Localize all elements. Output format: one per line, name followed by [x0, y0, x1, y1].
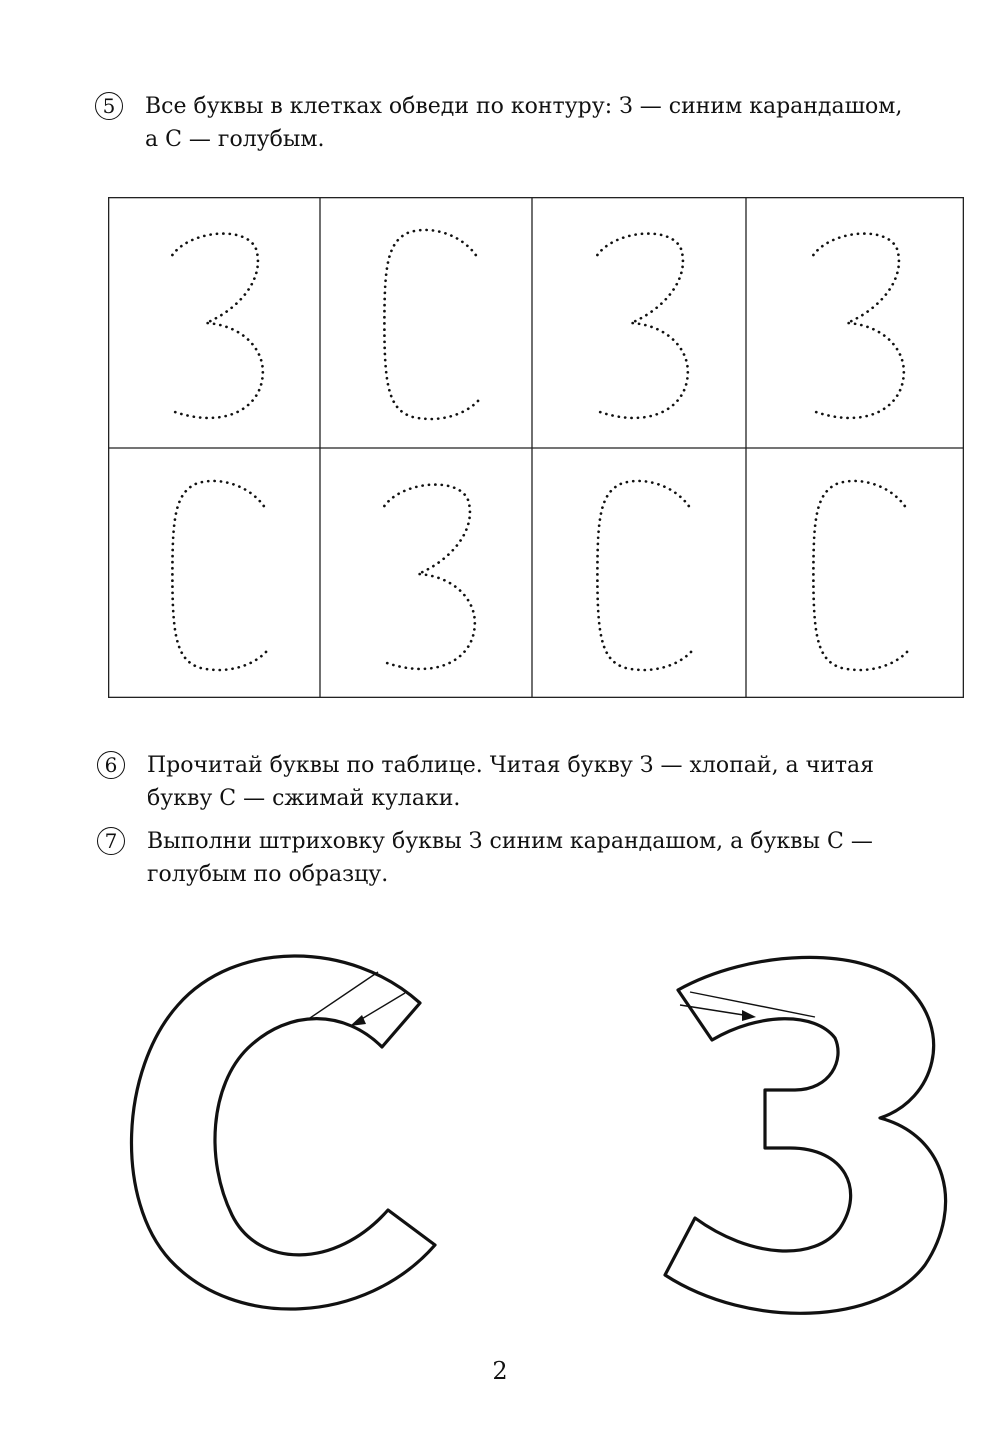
task-text-line: Все буквы в клетках обведи по контуру: З — синим карандашом,	[145, 94, 903, 119]
hatching-sample-letters	[0, 930, 1000, 1330]
task-text	[147, 825, 965, 891]
dotted-letter-z	[594, 234, 688, 418]
task-text	[147, 749, 965, 815]
page-number: 2	[492, 1357, 508, 1385]
task-text-line: а С — голубым.	[145, 127, 325, 152]
task-text-line: Прочитай буквы по таблице. Читая букву З — хлопай, а читая	[147, 753, 875, 778]
task-number-badge: 6	[97, 751, 125, 779]
task-text-line: голубым по образцу.	[147, 862, 389, 887]
tracing-grid	[108, 197, 964, 698]
task-number-badge: 7	[97, 827, 125, 855]
dotted-letter-z	[381, 485, 475, 669]
dotted-letter-z	[810, 234, 904, 418]
dotted-letter-s	[813, 481, 908, 670]
task-text-line: букву С — сжимай кулаки.	[147, 786, 461, 811]
outlined-letter-z	[665, 957, 946, 1313]
dotted-letter-s	[384, 230, 479, 419]
outlined-letter-s	[131, 956, 435, 1309]
dotted-letter-s	[597, 481, 692, 670]
dotted-letter-s	[172, 481, 267, 670]
task-text	[145, 90, 965, 156]
task-number-badge: 5	[95, 92, 123, 120]
task-text-line: Выполни штриховку буквы З синим карандашом, а буквы С —	[147, 829, 873, 854]
dotted-letter-z	[169, 234, 263, 418]
